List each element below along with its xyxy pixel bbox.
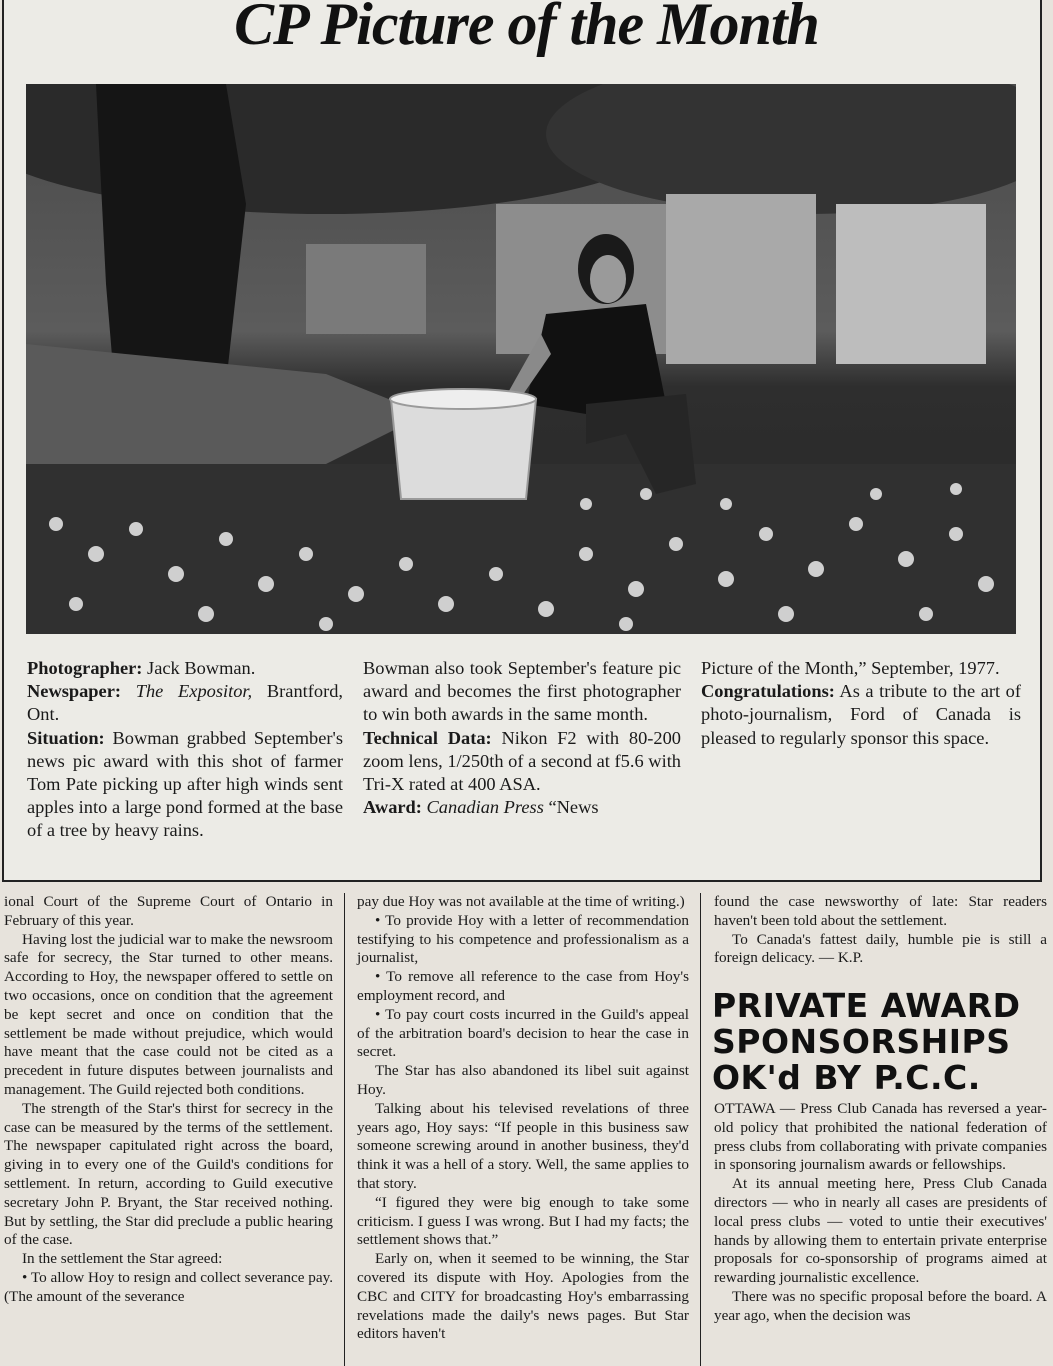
building [306, 244, 426, 334]
award-text-cont: Picture of the Month,” September, 1977. [701, 658, 1000, 678]
paragraph: • To allow Hoy to resign and collect severance pay. (The amount of the severance [4, 1268, 333, 1305]
paragraph: Having lost the judicial war to make the newsroom safe for secrecy, the Star turned to other means. According to Hoy, the newspaper offered to settle on two occasions, once on condition that the agreement be kept secret and once on condition that the settlement be made without prejudice, which would have meant that the case could not be cited as a precedent in future disputes between journalists and management. The Guild rejected both conditions. [4, 930, 333, 1098]
award-text: “News [548, 797, 599, 818]
column-divider [344, 893, 345, 1366]
congrats-label: Congratulations: [701, 681, 835, 702]
paragraph: “I figured they were big enough to take some criticism. I guess I was wrong. But I had my facts; the settlement shows that.” [357, 1193, 689, 1249]
situation-label: Situation: [27, 727, 105, 748]
building [666, 194, 816, 364]
paragraph: • To pay court costs incurred in the Guild's appeal of the arbitration board's decision to hear the case in secret. [357, 1005, 689, 1061]
paragraph: The strength of the Star's thirst for secrecy in the case can be measured by the terms of the settlement. The newspaper capitulated right across the board, giving in to every one of the Guild's conditions for settlement. In return, according to Guild executive secretary John P. Bryant, the Star received nothing. But by settling, the Star did preclude a public hearing of the case. [4, 1099, 333, 1249]
building [836, 204, 986, 364]
award-org: Canadian Press [426, 797, 544, 818]
headline: CP Picture of the Month [234, 0, 819, 57]
newspaper-city: Brantford, Ont. [27, 681, 343, 725]
paragraph: ional Court of the Supreme Court of Ontario in February of this year. [4, 893, 333, 929]
paragraph: found the case newsworthy of late: Star readers haven't been told about the settlement. [714, 893, 1047, 929]
paragraph: Early on, when it seemed to be winning, the Star covered its dispute with Hoy. Apologies from the CBC and CITY for broadcasting Hoy's embarrassing revelations made the daily's news pages. But Star editors haven't [357, 1250, 689, 1343]
technical-data: Nikon F2 with 80-200 zoom lens, 1/250th of a second at f5.6 with Tri-X rated at 400 ASA. [363, 727, 681, 795]
sidebar-headline-line: PRIVATE AWARD [712, 986, 1021, 1025]
sidebar-story [714, 1100, 1047, 1326]
column-divider [700, 893, 701, 1366]
sidebar-headline-line: SPONSORSHIPS [712, 1022, 1011, 1061]
man-face [590, 255, 626, 303]
article-col-1 [4, 893, 333, 1307]
paragraph: To Canada's fattest daily, humble pie is still a foreign delicacy. — K.P. [714, 930, 1047, 967]
paragraph: Talking about his televised revelations of three years ago, Hoy says: “If people in this business saw someone screwing around in another business, they'd think it was a hell of a story. Well, the same applies to that story. [357, 1099, 689, 1192]
sidebar-headline-line: OK'd BY P.C.C. [712, 1058, 981, 1097]
newspaper-name: The Expositor, [135, 681, 253, 702]
article-col-3 [714, 893, 1047, 968]
caption-text: Bowman also took September's feature pic award and becomes the first photographer to win both awards in the same month. [363, 658, 681, 725]
paragraph: At its annual meeting here, Press Club Canada directors — who in nearly all cases are presidents of local press clubs — voted to untie their executives' hands by allowing them to entertain private enterprise proposals for co-sponsorship of programs aimed at rewarding journalistic excellence. [714, 1175, 1047, 1287]
paragraph: • To provide Hoy with a letter of recommendation testifying to his competence and professionalism as a journalist, [357, 911, 689, 967]
paragraph: OTTAWA — Press Club Canada has reversed a year-old policy that prohibited the national federation of press clubs from collaborating with private companies in sponsoring journalism awards or fellowships. [714, 1100, 1047, 1174]
newspaper-label: Newspaper: [27, 681, 121, 702]
paragraph: pay due Hoy was not available at the time of writing.) [357, 893, 685, 910]
award-label: Award: [363, 797, 422, 818]
paragraph: The Star has also abandoned its libel suit against Hoy. [357, 1062, 689, 1098]
technical-label: Technical Data: [363, 727, 492, 748]
congrats-text: As a tribute to the art of photo-journalism, Ford of Canada is pleased to regularly sponsor this space. [701, 681, 1021, 748]
paragraph: In the settlement the Star agreed: [22, 1250, 223, 1268]
caption-col-2 [363, 657, 681, 819]
paragraph: There was no specific proposal before the board. A year ago, when the decision was [714, 1287, 1047, 1324]
situation-text: Bowman grabbed September's news pic award with this shot of farmer Tom Pate picking up after high winds sent apples into a large pond formed at the base of a tree by heavy rains. [27, 727, 343, 841]
caption-col-3 [701, 657, 1021, 750]
paragraph: • To remove all reference to the case from Hoy's employment record, and [357, 968, 689, 1004]
caption-col-1 [27, 657, 343, 843]
article-col-2 [357, 893, 689, 1344]
photographer-name: Jack Bowman. [147, 658, 256, 678]
bucket [391, 399, 536, 499]
photographer-label: Photographer: [27, 658, 143, 678]
bucket-rim [390, 389, 536, 409]
news-photo [26, 84, 1016, 634]
sidebar-headline [712, 988, 1052, 1096]
